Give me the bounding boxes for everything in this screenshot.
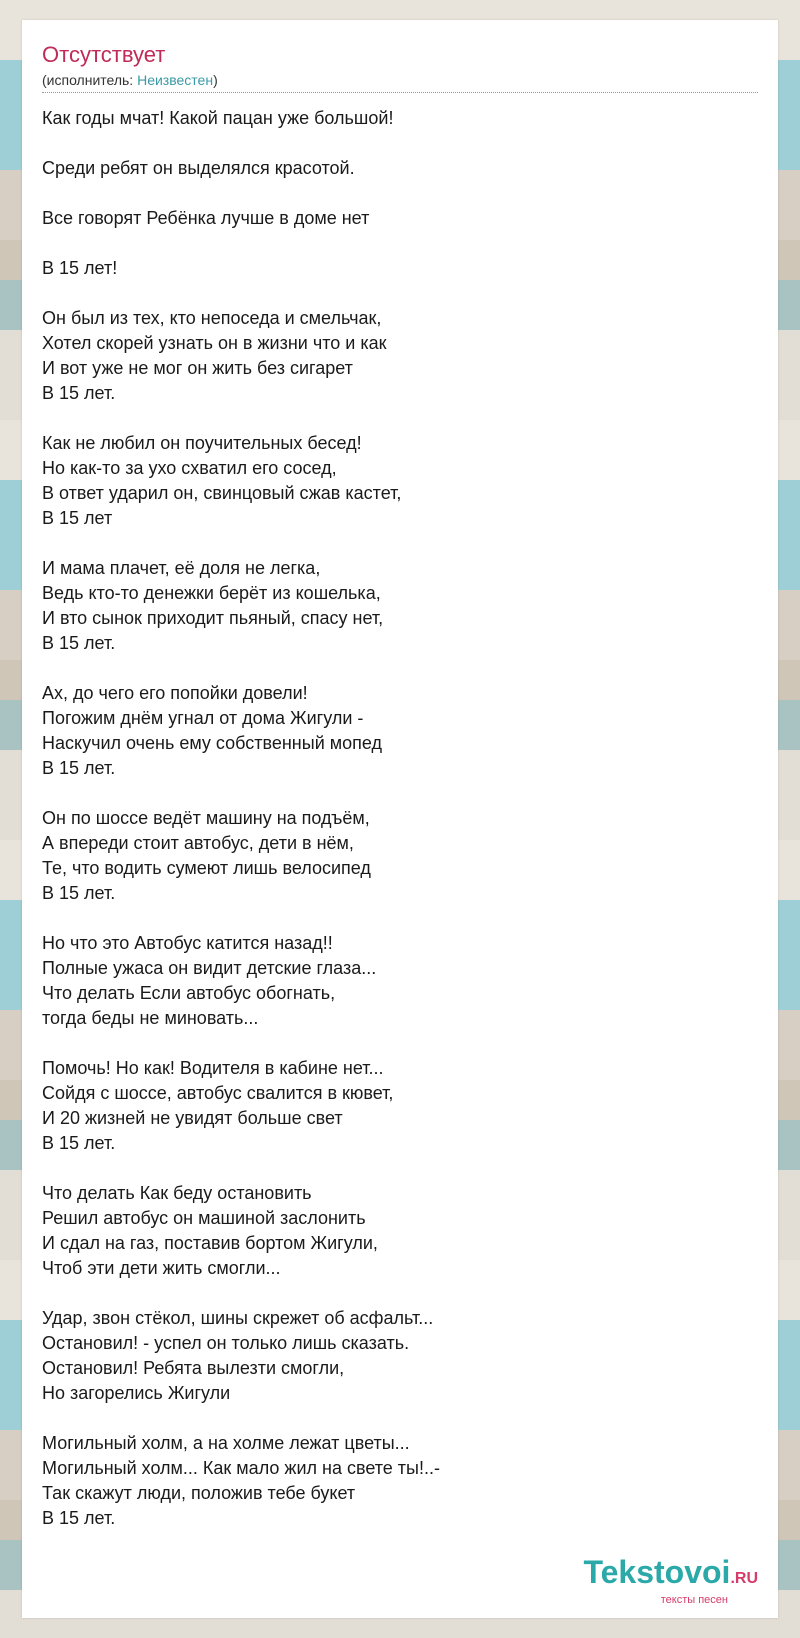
logo-brand: Tekstovoi bbox=[583, 1554, 731, 1590]
lyrics-line: Как годы мчат! Какой пацан уже большой! bbox=[42, 108, 394, 128]
lyrics-stanza bbox=[42, 1306, 742, 1406]
lyrics-stanza bbox=[42, 1056, 742, 1156]
lyrics-line: Помочь! Но как! Водителя в кабине нет... bbox=[42, 1058, 384, 1078]
lyrics-line: Полные ужаса он видит детские глаза... bbox=[42, 958, 377, 978]
lyrics-line: И вто сынок приходит пьяный, спасу нет, bbox=[42, 608, 384, 628]
lyrics-line: Остановил! - успел он только лишь сказать. bbox=[42, 1333, 410, 1353]
lyrics-stanza bbox=[42, 1181, 742, 1281]
lyrics-line: тогда беды не миновать... bbox=[42, 1008, 259, 1028]
lyrics-stanza bbox=[42, 931, 742, 1031]
lyrics-stanza bbox=[42, 431, 742, 531]
lyrics-line: В 15 лет. bbox=[42, 633, 116, 653]
lyrics-line: Сойдя с шоссе, автобус свалится в кювет, bbox=[42, 1083, 394, 1103]
lyrics-line: Все говорят Ребёнка лучше в доме нет bbox=[42, 208, 370, 228]
lyrics-page bbox=[22, 20, 778, 1618]
lyrics-line: В ответ ударил он, свинцовый сжав кастет, bbox=[42, 483, 402, 503]
lyrics-stanza bbox=[42, 556, 742, 656]
lyrics-stanza bbox=[42, 256, 742, 281]
lyrics-line: Среди ребят он выделялся красотой. bbox=[42, 158, 355, 178]
lyrics-line: В 15 лет. bbox=[42, 383, 116, 403]
lyrics-line: Но что это Автобус катится назад!! bbox=[42, 933, 333, 953]
lyrics-line: Хотел скорей узнать он в жизни что и как bbox=[42, 333, 387, 353]
lyrics-line: Как не любил он поучительных бесед! bbox=[42, 433, 362, 453]
lyrics-line: Удар, звон стёкол, шины скрежет об асфальт... bbox=[42, 1308, 434, 1328]
lyrics-line: И мама плачет, её доля не легка, bbox=[42, 558, 321, 578]
site-logo[interactable] bbox=[583, 1555, 758, 1606]
lyrics-line: Погожим днём угнал от дома Жигули - bbox=[42, 708, 364, 728]
lyrics-line: А впереди стоит автобус, дети в нём, bbox=[42, 833, 354, 853]
lyrics-line: Но как-то за ухо схватил его сосед, bbox=[42, 458, 337, 478]
lyrics-line: Ах, до чего его попойки довели! bbox=[42, 683, 308, 703]
lyrics-text bbox=[42, 106, 742, 1556]
lyrics-stanza bbox=[42, 156, 742, 181]
lyrics-line: Что делать Как беду остановить bbox=[42, 1183, 312, 1203]
artist-link[interactable]: Неизвестен bbox=[137, 72, 214, 88]
lyrics-line: Наскучил очень ему собственный мопед bbox=[42, 733, 382, 753]
lyrics-line: В 15 лет. bbox=[42, 883, 116, 903]
performer-prefix: (исполнитель: bbox=[42, 72, 138, 88]
lyrics-line: В 15 лет. bbox=[42, 1133, 116, 1153]
logo-wordmark bbox=[583, 1555, 758, 1596]
lyrics-line: Что делать Если автобус обогнать, bbox=[42, 983, 336, 1003]
lyrics-line: В 15 лет. bbox=[42, 758, 116, 778]
lyrics-line: В 15 лет bbox=[42, 508, 113, 528]
lyrics-line: И 20 жизней не увидят больше свет bbox=[42, 1108, 343, 1128]
performer-line bbox=[42, 71, 218, 89]
song-title: Отсутствует bbox=[42, 42, 166, 67]
lyrics-line: Он был из тех, кто непоседа и смельчак, bbox=[42, 308, 382, 328]
lyrics-line: Решил автобус он машиной заслонить bbox=[42, 1208, 366, 1228]
lyrics-stanza bbox=[42, 306, 742, 406]
lyrics-line: И сдал на газ, поставив бортом Жигули, bbox=[42, 1233, 378, 1253]
lyrics-line: В 15 лет! bbox=[42, 258, 118, 278]
lyrics-line: Он по шоссе ведёт машину на подъём, bbox=[42, 808, 370, 828]
lyrics-line: В 15 лет. bbox=[42, 1508, 116, 1528]
lyrics-stanza bbox=[42, 206, 742, 231]
lyrics-stanza bbox=[42, 1431, 742, 1531]
lyrics-line: Так скажут люди, положив тебе букет bbox=[42, 1483, 356, 1503]
lyrics-line: Могильный холм, а на холме лежат цветы... bbox=[42, 1433, 410, 1453]
lyrics-line: Остановил! Ребята вылезти смогли, bbox=[42, 1358, 345, 1378]
lyrics-line: Могильный холм... Как мало жил на свете ты!..- bbox=[42, 1458, 440, 1478]
lyrics-line: Ведь кто-то денежки берёт из кошелька, bbox=[42, 583, 381, 603]
lyrics-line: Но загорелись Жигули bbox=[42, 1383, 231, 1403]
performer-suffix: ) bbox=[213, 72, 218, 88]
title-divider bbox=[42, 92, 758, 93]
logo-tld: .RU bbox=[730, 1570, 758, 1587]
lyrics-stanza bbox=[42, 806, 742, 906]
lyrics-line: И вот уже не мог он жить без сигарет bbox=[42, 358, 353, 378]
lyrics-stanza bbox=[42, 106, 742, 131]
logo-tagline: тексты песен bbox=[660, 1594, 728, 1606]
lyrics-stanza bbox=[42, 681, 742, 781]
lyrics-line: Те, что водить сумеют лишь велосипед bbox=[42, 858, 371, 878]
lyrics-line: Чтоб эти дети жить смогли... bbox=[42, 1258, 281, 1278]
